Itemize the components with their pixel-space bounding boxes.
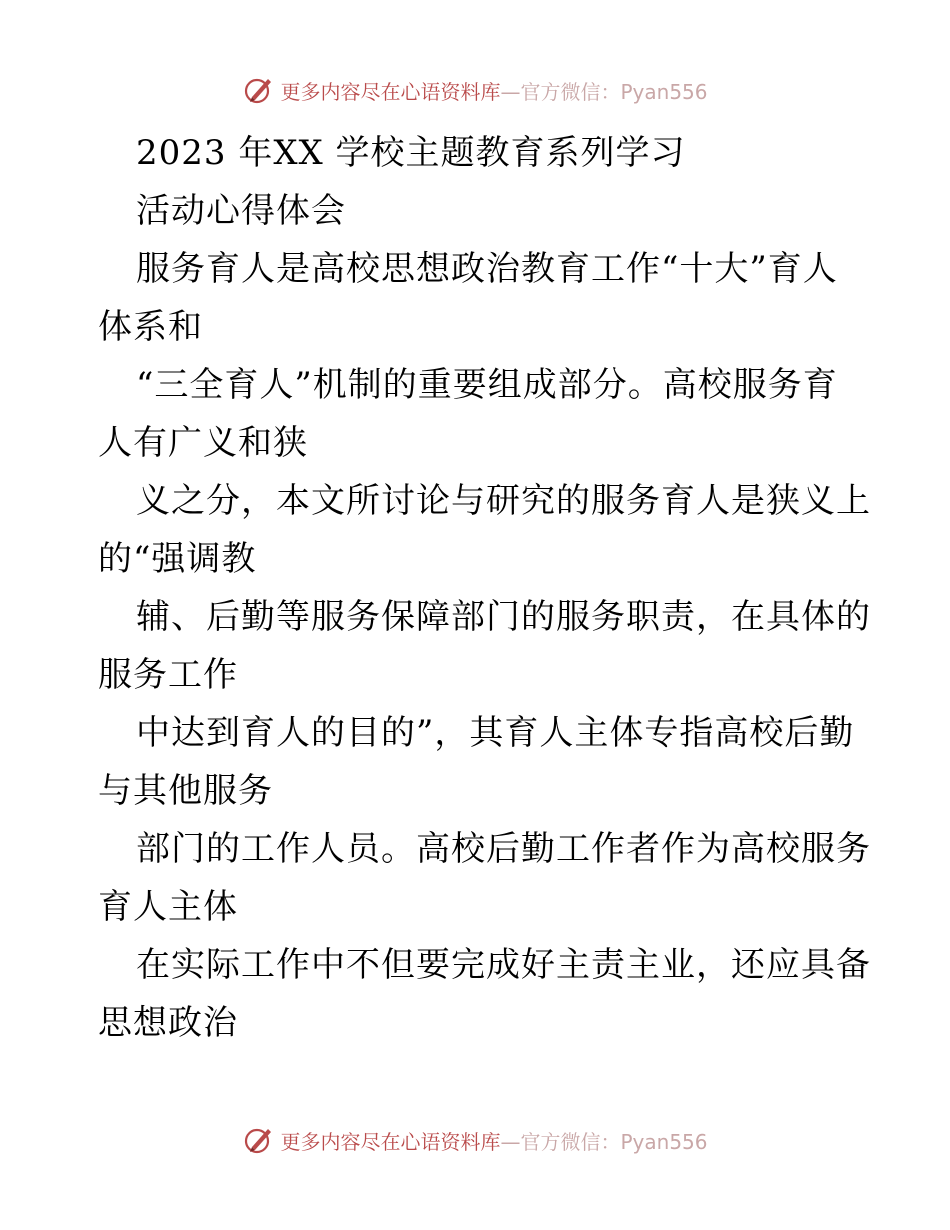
doc-line: 思想政治 [98, 1003, 238, 1043]
watermark-group [242, 1123, 707, 1157]
watermark-group [242, 73, 707, 107]
footer-watermark [0, 1120, 950, 1160]
watermark-text [280, 1126, 707, 1155]
pen-logo-icon [242, 1123, 276, 1157]
watermark-brand: 更多内容尽在心语资料库 [280, 1129, 501, 1154]
doc-line: 中达到育人的目的”，其育人主体专指高校后勤 [136, 713, 855, 753]
doc-line: 部门的工作人员。高校后勤工作者作为高校服务 [136, 829, 871, 869]
doc-line: 在实际工作中不但要完成好主责主业，还应具备 [136, 945, 871, 985]
doc-line: 义之分，本文所讨论与研究的服务育人是狭义上 [136, 481, 871, 521]
doc-line: 辅、后勤等服务保障部门的服务职责，在具体的 [136, 597, 871, 637]
doc-line: 服务工作 [98, 655, 238, 695]
watermark-wechat-label: 官方微信： [520, 1129, 621, 1154]
pen-logo-icon [242, 73, 276, 107]
doc-line: 育人主体 [98, 887, 238, 927]
watermark-brand: 更多内容尽在心语资料库 [280, 79, 501, 104]
doc-line: “三全育人”机制的重要组成部分。高校服务育 [136, 365, 838, 405]
header-watermark [0, 70, 950, 110]
watermark-dash: — [500, 1129, 521, 1154]
doc-line: 体系和 [98, 307, 203, 347]
doc-line: 活动心得体会 [136, 191, 346, 231]
doc-line: 与其他服务 [98, 771, 273, 811]
doc-line: 2023 年XX 学校主题教育系列学习 [136, 133, 686, 173]
watermark-text [280, 76, 707, 105]
doc-line: 人有广义和狭 [98, 423, 308, 463]
watermark-dash: — [500, 79, 521, 104]
watermark-wechat-label: 官方微信： [520, 79, 621, 104]
watermark-wechat-id: Pyan556 [620, 79, 708, 104]
doc-line: 的“强调教 [98, 539, 257, 579]
document-body [98, 124, 871, 1052]
watermark-wechat-id: Pyan556 [620, 1129, 708, 1154]
doc-line: 服务育人是高校思想政治教育工作“十大”育人 [136, 249, 838, 289]
